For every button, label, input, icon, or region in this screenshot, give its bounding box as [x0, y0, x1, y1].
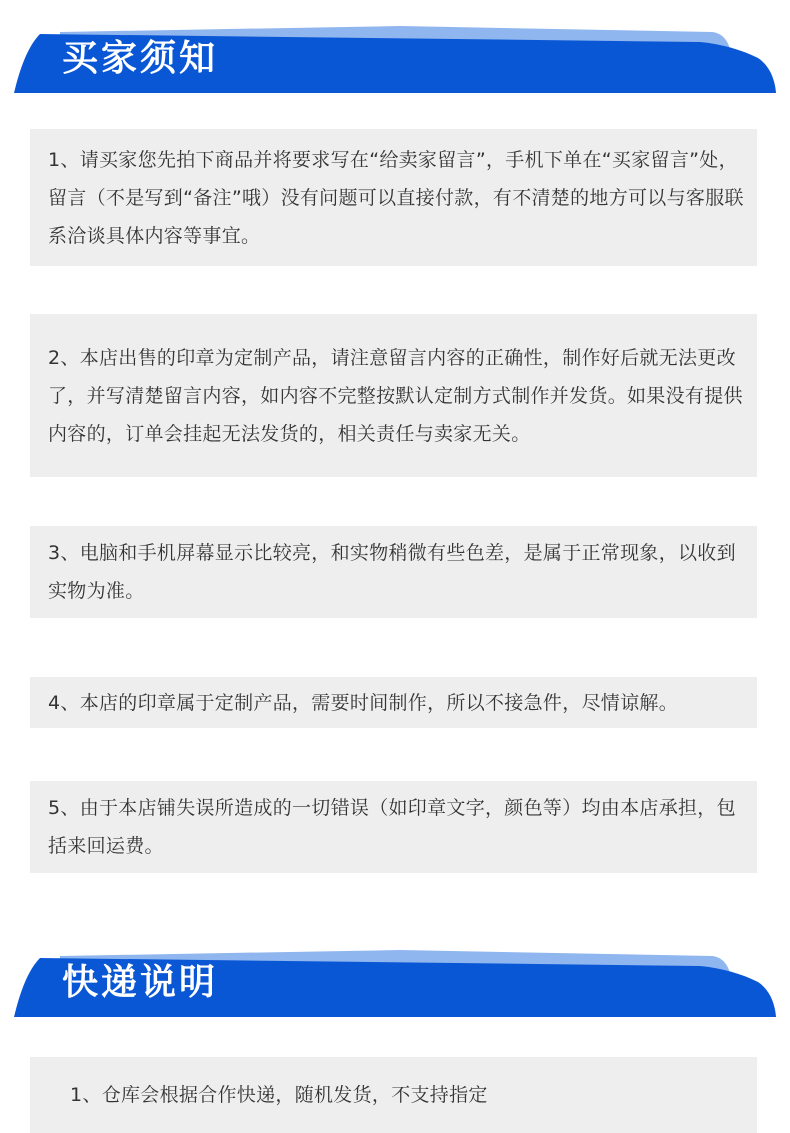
notice-text: 4、本店的印章属于定制产品，需要时间制作，所以不接急件，尽情谅解。 — [48, 691, 678, 714]
shipping-item-1 — [30, 1057, 757, 1133]
section-banner-buyer-notice — [0, 20, 790, 100]
notice-item-3 — [30, 526, 757, 618]
notice-text: 3、电脑和手机屏幕显示比较亮，和实物稍微有些色差，是属于正常现象，以收到实物为准。 — [48, 542, 736, 602]
notice-text: 1、请买家您先拍下商品并将要求写在“给卖家留言”，手机下单在“买家留言”处，留言（不是写到“备注”哦）没有问题可以直接付款，有不清楚的地方可以与客服联系洽谈具体内容等事宜。 — [48, 148, 744, 247]
notice-item-4 — [30, 677, 757, 728]
section-title: 快递说明 — [62, 962, 219, 1003]
notice-text: 5、由于本店铺失误所造成的一切错误（如印章文字，颜色等）均由本店承担，包括来回运费。 — [48, 797, 736, 857]
notice-text: 2、本店出售的印章为定制产品，请注意留言内容的正确性，制作好后就无法更改了，并写清楚留言内容，如内容不完整按默认定制方式制作并发货。如果没有提供内容的，订单会挂起无法发货的，相关责任与卖家无关。 — [48, 346, 743, 445]
notice-item-1 — [30, 129, 757, 266]
section-title: 买家须知 — [62, 38, 219, 79]
shipping-text: 1、仓库会根据合作快递，随机发货，不支持指定 — [70, 1084, 488, 1106]
section-banner-shipping — [0, 944, 790, 1024]
notice-item-2 — [30, 314, 757, 477]
notice-item-5 — [30, 781, 757, 873]
